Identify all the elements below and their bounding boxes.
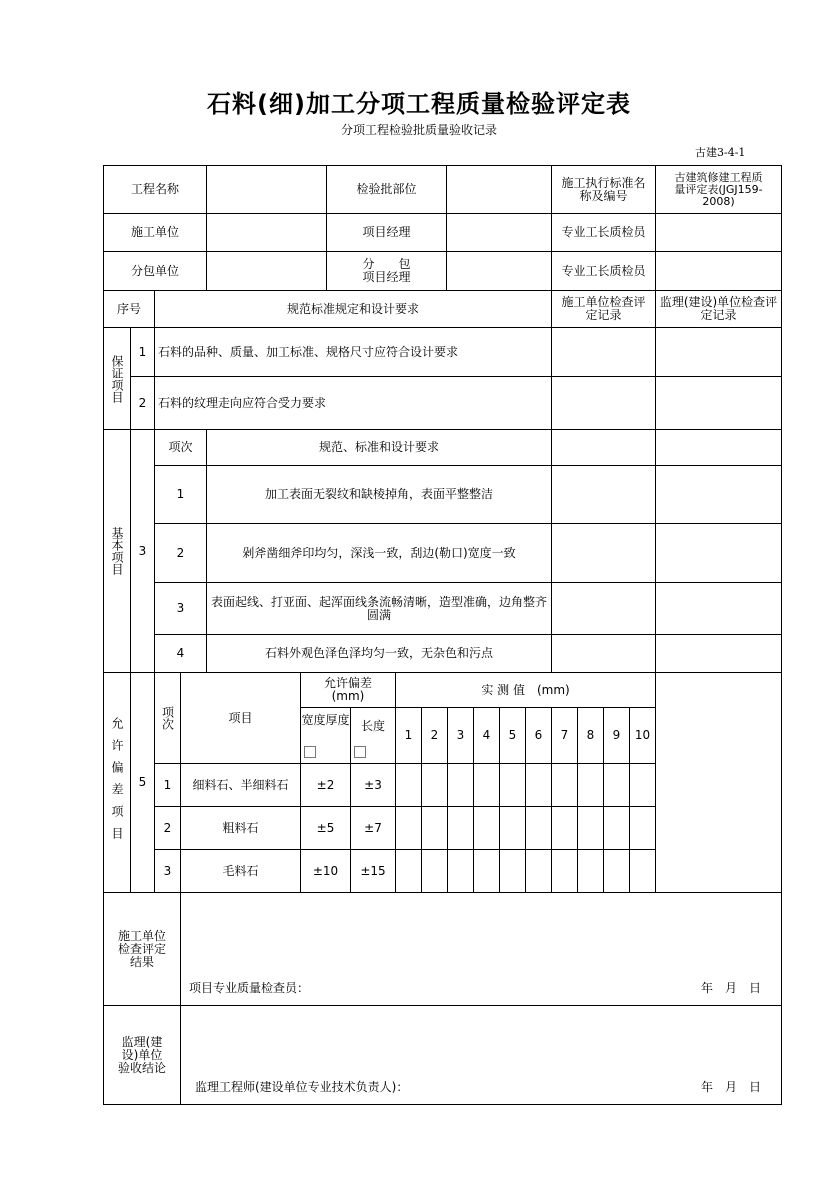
sub-manager-field[interactable] — [446, 251, 552, 291]
measure-cell[interactable] — [499, 849, 526, 893]
guarantee-item-text: 石料的品种、质量、加工标准、规格尺寸应符合设计要求 — [154, 327, 552, 377]
tolerance-item-name: 毛料石 — [180, 849, 301, 893]
measure-col-header: 2 — [421, 707, 448, 764]
measure-cell[interactable] — [447, 763, 474, 807]
tolerance-item-name: 粗料石 — [180, 806, 301, 850]
basic-item-supervisor-check[interactable] — [655, 634, 782, 673]
measure-col-header: 6 — [525, 707, 552, 764]
measured-values-header: 实 测 值 (mm) — [395, 672, 656, 708]
guarantee-item-no: 2 — [130, 376, 155, 430]
measure-cell[interactable] — [577, 849, 604, 893]
measure-cell[interactable] — [577, 763, 604, 807]
tolerance-width-value: ±10 — [300, 849, 351, 893]
project-manager-label: 项目经理 — [326, 213, 447, 252]
measure-cell[interactable] — [525, 849, 552, 893]
basic-item-no: 1 — [154, 465, 207, 524]
measure-cell[interactable] — [629, 806, 656, 850]
contractor-signer-label: 项目专业质量检查员： — [189, 981, 310, 995]
tolerance-item-no-header: 项次 — [154, 672, 181, 764]
measure-cell[interactable] — [629, 763, 656, 807]
length-checkbox[interactable] — [354, 746, 366, 758]
sub-manager-label — [326, 251, 447, 291]
basic-item-contractor-check[interactable] — [551, 634, 656, 673]
basic-item-no: 3 — [154, 582, 207, 635]
basic-item-supervisor-check[interactable] — [655, 465, 782, 524]
guarantee-item-contractor-check[interactable] — [551, 376, 656, 430]
serial-header: 序号 — [103, 290, 155, 328]
basic-item-contractor-check[interactable] — [551, 465, 656, 524]
measure-cell[interactable] — [447, 806, 474, 850]
tolerance-section-no: 5 — [130, 672, 155, 893]
sub-quality-inspector-field[interactable] — [655, 251, 782, 291]
basic-item-no: 4 — [154, 634, 207, 673]
measure-col-header: 8 — [577, 707, 604, 764]
basic-req-col-header: 规范、标准和设计要求 — [206, 429, 552, 466]
tolerance-length-value: ±7 — [350, 806, 396, 850]
contractor-result-label: 施工单位检查评定结果 — [103, 892, 181, 1006]
tolerance-length-value: ±15 — [350, 849, 396, 893]
guarantee-item-no: 1 — [130, 327, 155, 377]
sub-quality-inspector-label: 专业工长质检员 — [551, 251, 656, 291]
basic-contractor-check[interactable] — [551, 429, 656, 466]
measure-col-header: 1 — [395, 707, 422, 764]
measure-cell[interactable] — [603, 806, 630, 850]
measure-cell[interactable] — [499, 806, 526, 850]
tolerance-section-label: 允许偏差项目 — [103, 672, 131, 893]
allowed-deviation-header: 允许偏差(mm) — [300, 672, 396, 708]
basic-item-no: 2 — [154, 523, 207, 583]
sub-manager-label-line1: 分 包 — [362, 257, 411, 271]
contractor-check-header: 施工单位检查评定记录 — [551, 290, 656, 328]
tolerance-item-header: 项目 — [180, 672, 301, 764]
width-thickness-header: 宽度厚度 — [300, 707, 351, 764]
measure-cell[interactable] — [421, 849, 448, 893]
subcontractor-field[interactable] — [206, 251, 327, 291]
measure-cell[interactable] — [395, 849, 422, 893]
tolerance-item-no: 3 — [154, 849, 181, 893]
project-name-field[interactable] — [206, 165, 327, 214]
basic-item-text: 表面起线、打亚面、起浑面线条流畅清晰，造型准确，边角整齐圆满 — [206, 582, 552, 635]
width-checkbox[interactable] — [304, 746, 316, 758]
length-header: 长度 — [350, 707, 396, 764]
subcontractor-label: 分包单位 — [103, 251, 207, 291]
tolerance-length-value: ±3 — [350, 763, 396, 807]
basic-item-supervisor-check[interactable] — [655, 523, 782, 583]
requirements-header: 规范标准规定和设计要求 — [154, 290, 552, 328]
quality-inspector-label: 专业工长质检员 — [551, 213, 656, 252]
measure-cell[interactable] — [395, 806, 422, 850]
measure-col-header: 7 — [551, 707, 578, 764]
measure-cell[interactable] — [473, 763, 500, 807]
measure-cell[interactable] — [551, 806, 578, 850]
measure-cell[interactable] — [421, 763, 448, 807]
measure-cell[interactable] — [603, 849, 630, 893]
page-title: 石料(细)加工分项工程质量检验评定表 — [207, 90, 631, 118]
guarantee-section-label: 保证项目 — [103, 327, 131, 430]
supervisor-result-label: 监理(建设)单位验收结论 — [103, 1005, 181, 1105]
basic-item-text: 剁斧凿细斧印均匀，深浅一致，刮边(勒口)宽度一致 — [206, 523, 552, 583]
tolerance-item-no: 1 — [154, 763, 181, 807]
basic-item-supervisor-check[interactable] — [655, 582, 782, 635]
guarantee-item-text: 石料的纹理走向应符合受力要求 — [154, 376, 552, 430]
form-code: 古建3-4-1 — [695, 146, 746, 159]
inspection-lot-label: 检验批部位 — [326, 165, 447, 214]
sub-manager-label-line2: 项目经理 — [362, 270, 411, 284]
measure-cell[interactable] — [629, 849, 656, 893]
guarantee-item-contractor-check[interactable] — [551, 327, 656, 377]
supervisor-check-header: 监理(建设)单位检查评定记录 — [655, 290, 782, 328]
contractor-field[interactable] — [206, 213, 327, 252]
measure-cell[interactable] — [551, 849, 578, 893]
project-manager-field[interactable] — [446, 213, 552, 252]
basic-item-contractor-check[interactable] — [551, 582, 656, 635]
supervisor-signer-label: 监理工程师(建设单位专业技术负责人)： — [195, 1080, 409, 1094]
measure-cell[interactable] — [551, 763, 578, 807]
quality-inspector-field[interactable] — [655, 213, 782, 252]
measure-cell[interactable] — [421, 806, 448, 850]
inspection-lot-field[interactable] — [446, 165, 552, 214]
measure-col-header: 5 — [499, 707, 526, 764]
measure-cell[interactable] — [499, 763, 526, 807]
measure-cell[interactable] — [473, 806, 500, 850]
contractor-date-label: 年 月 日 — [701, 981, 762, 995]
basic-item-contractor-check[interactable] — [551, 523, 656, 583]
measure-col-header: 10 — [629, 707, 656, 764]
standard-label: 施工执行标准名称及编号 — [551, 165, 656, 214]
measure-cell[interactable] — [577, 806, 604, 850]
tolerance-item-no: 2 — [154, 806, 181, 850]
measure-col-header: 3 — [447, 707, 474, 764]
basic-supervisor-check[interactable] — [655, 429, 782, 466]
standard-value: 古建筑修建工程质量评定表(JGJ159-2008) — [655, 165, 782, 214]
contractor-label: 施工单位 — [103, 213, 207, 252]
basic-item-col-header: 项次 — [154, 429, 207, 466]
tolerance-width-value: ±2 — [300, 763, 351, 807]
measure-cell[interactable] — [447, 849, 474, 893]
measure-cell[interactable] — [525, 806, 552, 850]
supervisor-date-label: 年 月 日 — [701, 1080, 762, 1094]
tolerance-supervisor-check[interactable] — [655, 672, 782, 893]
tolerance-item-name: 细料石、半细料石 — [180, 763, 301, 807]
guarantee-item-supervisor-check[interactable] — [655, 376, 782, 430]
measure-cell[interactable] — [525, 763, 552, 807]
measure-col-header: 9 — [603, 707, 630, 764]
basic-item-text: 加工表面无裂纹和缺棱掉角，表面平整整洁 — [206, 465, 552, 524]
guarantee-item-supervisor-check[interactable] — [655, 327, 782, 377]
measure-cell[interactable] — [395, 763, 422, 807]
basic-item-text: 石料外观色泽色泽均匀一致，无杂色和污点 — [206, 634, 552, 673]
measure-col-header: 4 — [473, 707, 500, 764]
basic-section-label: 基本项目 — [103, 429, 131, 673]
page-subtitle: 分项工程检验批质量验收记录 — [340, 123, 497, 137]
measure-cell[interactable] — [603, 763, 630, 807]
basic-section-no: 3 — [130, 429, 155, 673]
tolerance-width-value: ±5 — [300, 806, 351, 850]
project-name-label: 工程名称 — [103, 165, 207, 214]
measure-cell[interactable] — [473, 849, 500, 893]
